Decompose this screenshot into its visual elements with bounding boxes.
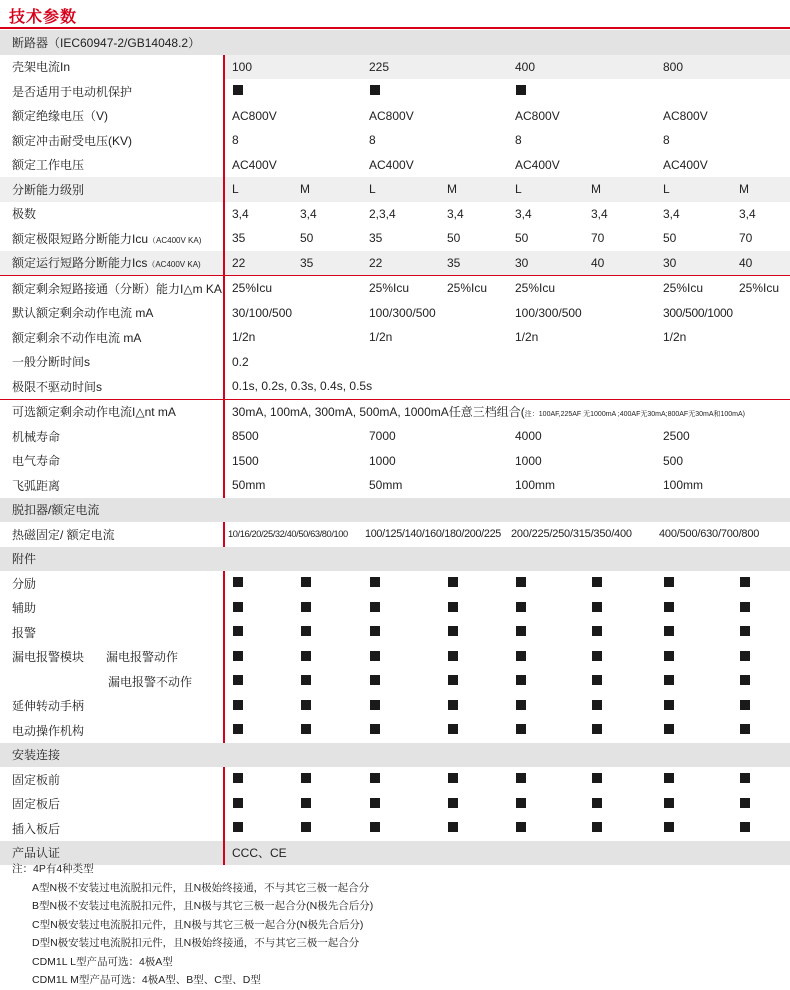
filled-square-icon [448, 675, 458, 685]
filled-square-icon [370, 822, 380, 832]
label-text: 额定极限短路分断能力Icu [12, 231, 149, 246]
filled-square-icon [370, 651, 380, 661]
cell: 1/2n [663, 330, 687, 345]
row-label: 机械寿命 [0, 424, 224, 449]
row-label: 电气寿命 [0, 449, 224, 474]
cell: 70 [591, 231, 605, 246]
row-thermal [0, 522, 790, 547]
filled-square-icon [301, 651, 311, 661]
page-title: 技术参数 [9, 9, 78, 26]
note-line: A型N极不安装过电流脱扣元件，且N极始终接通，不与其它三极一起合分 [32, 881, 370, 894]
filled-square-icon [370, 798, 380, 808]
cell: AC800V [663, 108, 708, 123]
cell: M [732, 177, 790, 202]
cell: 50mm [232, 478, 266, 493]
row-label: 固定板前 [0, 767, 224, 792]
cert-value: CCC、CE [224, 841, 790, 866]
cell: L [656, 177, 732, 202]
cell: AC800V [232, 108, 277, 123]
row-label [0, 251, 224, 276]
cell: 400/500/630/700/800 [659, 528, 760, 541]
cell: 100 [224, 55, 362, 80]
filled-square-icon [448, 724, 458, 734]
cell: 50 [663, 231, 677, 246]
row-label: 分断能力级别 [0, 177, 224, 202]
row-idn-default [0, 301, 790, 326]
cell: 35 [293, 251, 362, 276]
filled-square-icon [516, 675, 526, 685]
cell: 50mm [369, 478, 403, 493]
cell: 100mm [663, 478, 704, 493]
cell: 7000 [369, 429, 396, 444]
row-handle [0, 694, 790, 719]
cell: 50 [447, 231, 461, 246]
row-ue [0, 153, 790, 178]
cell: M [293, 177, 362, 202]
note-line: CDM1L L型产品可选：4极A型 [32, 955, 173, 968]
note-line: D型N极安装过电流脱扣元件，且N极始终接通，不与其它三极一起合分 [32, 937, 360, 949]
filled-square-icon [233, 724, 243, 734]
note-line: CDM1L M型产品可选：4极A型、B型、C型、D型 [32, 974, 261, 986]
filled-square-icon [592, 798, 602, 808]
row-leak-alarm-noact [0, 669, 790, 694]
filled-square-icon [448, 773, 458, 783]
row-level [0, 177, 790, 202]
filled-square-icon [516, 626, 526, 636]
section-installation: 安装连接 [0, 743, 790, 768]
filled-square-icon [592, 822, 602, 832]
cell: 25%Icu [362, 276, 440, 301]
filled-square-icon [592, 577, 602, 587]
row-label: 可选额定剩余动作电流I△nt mA [0, 399, 224, 424]
cell: 25%Icu [224, 276, 362, 301]
row-plugin [0, 816, 790, 841]
cell-value: 30mA, 100mA, 300mA, 500mA, 1000mA任意三档组合( [232, 405, 525, 420]
filled-square-icon [516, 602, 526, 612]
cell: 3,4 [591, 206, 608, 221]
row-label: 固定板后 [0, 792, 224, 817]
filled-square-icon [740, 651, 750, 661]
row-label: 是否适用于电动机保护 [0, 79, 224, 104]
cell: 3,4 [739, 206, 756, 221]
filled-square-icon [448, 602, 458, 612]
row-label: 额定绝缘电压（V) [0, 104, 224, 129]
filled-square-icon [592, 602, 602, 612]
filled-square-icon [592, 675, 602, 685]
filled-square-icon [664, 822, 674, 832]
filled-square-icon [301, 822, 311, 832]
cell: 100/300/500 [369, 305, 436, 320]
filled-square-icon [301, 577, 311, 587]
cell: 400 [508, 55, 656, 80]
filled-square-icon [448, 822, 458, 832]
filled-square-icon [516, 700, 526, 710]
row-ics [0, 251, 790, 276]
row-label: 额定工作电压 [0, 153, 224, 178]
cell: 500 [663, 453, 684, 468]
cell-note: 注：100AF,225AF 无1000mA ;400AF无30mA;800AF无30mA和100mA) [524, 411, 745, 419]
cell: 3,4 [232, 206, 249, 221]
row-label: 极数 [0, 202, 224, 227]
row-break-time [0, 350, 790, 375]
filled-square-icon [740, 626, 750, 636]
row-rear [0, 792, 790, 817]
cell: L [224, 177, 293, 202]
row-shunt [0, 571, 790, 596]
filled-square-icon [233, 85, 243, 95]
row-idno [0, 325, 790, 350]
cell: 8 [515, 133, 522, 148]
filled-square-icon [516, 577, 526, 587]
row-label: 漏电报警不动作 [0, 669, 224, 694]
filled-square-icon [233, 577, 243, 587]
filled-square-icon [370, 724, 380, 734]
spec-table [0, 30, 790, 865]
row-label [0, 226, 224, 251]
filled-square-icon [664, 724, 674, 734]
cell: 225 [362, 55, 508, 80]
filled-square-icon [233, 773, 243, 783]
cell: 35 [440, 251, 508, 276]
row-label: 延伸转动手柄 [0, 694, 224, 719]
cell [224, 399, 790, 424]
filled-square-icon [592, 700, 602, 710]
row-frame [0, 55, 790, 80]
cell: 22 [362, 251, 440, 276]
row-label: 极限不驱动时间s [0, 374, 224, 399]
filled-square-icon [664, 700, 674, 710]
filled-square-icon [664, 798, 674, 808]
cell: 100/300/500 [515, 305, 582, 320]
section-accessories: 附件 [0, 547, 790, 572]
cell: 0.2 [232, 354, 249, 369]
filled-square-icon [740, 700, 750, 710]
row-label: 额定剩余短路接通（分断）能力I△m KA [0, 276, 224, 301]
filled-square-icon [664, 577, 674, 587]
filled-square-icon [592, 773, 602, 783]
row-label: 壳架电流In [0, 55, 224, 80]
filled-square-icon [740, 675, 750, 685]
row-motor-op [0, 718, 790, 743]
cell: 100mm [515, 478, 556, 493]
cell: AC400V [663, 157, 708, 172]
cell: 30/100/500 [232, 305, 293, 320]
filled-square-icon [301, 602, 311, 612]
note-line: 注：4P有4种类型 [12, 863, 94, 875]
row-elec-life [0, 449, 790, 474]
row-label: 分励 [0, 571, 224, 596]
filled-square-icon [592, 626, 602, 636]
row-idm [0, 276, 790, 301]
row-label: 热磁固定/ 额定电流 [0, 522, 224, 547]
filled-square-icon [301, 700, 311, 710]
filled-square-icon [370, 773, 380, 783]
cell: 70 [739, 231, 753, 246]
title-underline [0, 27, 790, 29]
filled-square-icon [664, 675, 674, 685]
row-front [0, 767, 790, 792]
filled-square-icon [448, 577, 458, 587]
row-label: 电动操作机构 [0, 718, 224, 743]
row-leak-alarm-act [0, 645, 790, 670]
cell: 3,4 [663, 206, 680, 221]
filled-square-icon [740, 602, 750, 612]
row-label [0, 645, 224, 670]
cell: M [440, 177, 508, 202]
cell: 35 [232, 231, 246, 246]
cell: 22 [224, 251, 293, 276]
row-label: 默认额定剩余动作电流 mA [0, 301, 224, 326]
cell: 1/2n [369, 330, 393, 345]
row-label: 额定冲击耐受电压(KV) [0, 128, 224, 153]
filled-square-icon [516, 651, 526, 661]
label-note: （AC400V KA) [147, 260, 201, 270]
row-label: 一般分断时间s [0, 350, 224, 375]
filled-square-icon [233, 700, 243, 710]
cell: 25%Icu [508, 276, 656, 301]
filled-square-icon [233, 675, 243, 685]
filled-square-icon [370, 700, 380, 710]
cell: 8 [232, 133, 239, 148]
filled-square-icon [664, 626, 674, 636]
filled-square-icon [301, 724, 311, 734]
filled-square-icon [664, 602, 674, 612]
cell: 8 [369, 133, 376, 148]
filled-square-icon [664, 773, 674, 783]
cell: 3,4 [300, 206, 317, 221]
cell: 50 [300, 231, 314, 246]
filled-square-icon [592, 651, 602, 661]
section-release: 脱扣器/额定电流 [0, 498, 790, 523]
cell: 8500 [232, 429, 259, 444]
cell: 300/500/1000 [663, 305, 733, 320]
cell: 100/125/140/160/180/200/225 [365, 528, 501, 541]
cell: 8 [663, 133, 670, 148]
row-motor [0, 79, 790, 104]
filled-square-icon [301, 675, 311, 685]
row-mech-life [0, 424, 790, 449]
section-cert: 产品认证 [0, 841, 224, 866]
filled-square-icon [516, 822, 526, 832]
row-uimp [0, 128, 790, 153]
filled-square-icon [233, 626, 243, 636]
filled-square-icon [740, 724, 750, 734]
row-poles [0, 202, 790, 227]
row-ui [0, 104, 790, 129]
row-alarm [0, 620, 790, 645]
cell: M [584, 177, 656, 202]
label-sub: 漏电报警动作 [106, 650, 179, 665]
filled-square-icon [233, 798, 243, 808]
cell: 3,4 [447, 206, 464, 221]
cell: L [362, 177, 440, 202]
filled-square-icon [370, 675, 380, 685]
label-text: 额定运行短路分断能力Ics [12, 256, 148, 271]
filled-square-icon [740, 822, 750, 832]
filled-square-icon [370, 602, 380, 612]
section-breaker: 断路器（IEC60947-2/GB14048.2） [0, 30, 790, 55]
cell: 25%Icu [656, 276, 732, 301]
cell: 2,3,4 [369, 206, 396, 221]
filled-square-icon [301, 626, 311, 636]
cell: 1/2n [515, 330, 539, 345]
row-label: 报警 [0, 620, 224, 645]
filled-square-icon [740, 577, 750, 587]
cell: 40 [584, 251, 656, 276]
filled-square-icon [370, 626, 380, 636]
filled-square-icon [740, 773, 750, 783]
cell: 25%Icu [440, 276, 508, 301]
filled-square-icon [301, 773, 311, 783]
filled-square-icon [233, 651, 243, 661]
cell: L [508, 177, 584, 202]
filled-square-icon [233, 602, 243, 612]
filled-square-icon [301, 798, 311, 808]
cell: 10/16/20/25/32/40/50/63/80/100 [228, 529, 348, 540]
cell: 1500 [232, 453, 259, 468]
note-line: B型N极不安装过电流脱扣元件，且N极与其它三极一起合分(N极先合后分) [32, 900, 374, 912]
filled-square-icon [516, 85, 526, 95]
cell: 200/225/250/315/350/400 [511, 528, 632, 541]
filled-square-icon [516, 724, 526, 734]
label-text: 漏电报警模块 [12, 650, 85, 665]
label-note: （AC400V KA) [148, 235, 202, 245]
filled-square-icon [448, 626, 458, 636]
cell: 800 [656, 55, 790, 80]
filled-square-icon [664, 651, 674, 661]
cell: 3,4 [515, 206, 532, 221]
filled-square-icon [370, 577, 380, 587]
cell: 35 [369, 231, 383, 246]
cell: 25%Icu [732, 276, 790, 301]
note-line: C型N极安装过电流脱扣元件，且N极与其它三极一起合分(N极先合后分) [32, 918, 364, 931]
cell: 4000 [515, 429, 542, 444]
notes [12, 860, 373, 990]
cell: 30 [508, 251, 584, 276]
row-arc [0, 473, 790, 498]
filled-square-icon [592, 724, 602, 734]
filled-square-icon [740, 798, 750, 808]
filled-square-icon [448, 700, 458, 710]
row-icu [0, 226, 790, 251]
cell: 2500 [663, 429, 690, 444]
row-aux [0, 596, 790, 621]
row-nodrive-time [0, 374, 790, 399]
cell: 0.1s, 0.2s, 0.3s, 0.4s, 0.5s [232, 379, 373, 394]
cell: AC800V [515, 108, 560, 123]
cell: AC400V [369, 157, 414, 172]
cell: 1/2n [232, 330, 256, 345]
cell: AC400V [232, 157, 277, 172]
filled-square-icon [448, 651, 458, 661]
row-label: 插入板后 [0, 816, 224, 841]
filled-square-icon [233, 822, 243, 832]
filled-square-icon [516, 798, 526, 808]
cell: AC400V [515, 157, 560, 172]
row-label: 辅助 [0, 596, 224, 621]
cell: AC800V [369, 108, 414, 123]
filled-square-icon [516, 773, 526, 783]
row-label: 额定剩余不动作电流 mA [0, 325, 224, 350]
row-label: 飞弧距离 [0, 473, 224, 498]
cell: 1000 [515, 453, 542, 468]
row-idnt [0, 399, 790, 424]
cell: 50 [515, 231, 529, 246]
cell: 40 [732, 251, 790, 276]
cell: 1000 [369, 453, 396, 468]
cell: 30 [656, 251, 732, 276]
filled-square-icon [448, 798, 458, 808]
filled-square-icon [370, 85, 380, 95]
